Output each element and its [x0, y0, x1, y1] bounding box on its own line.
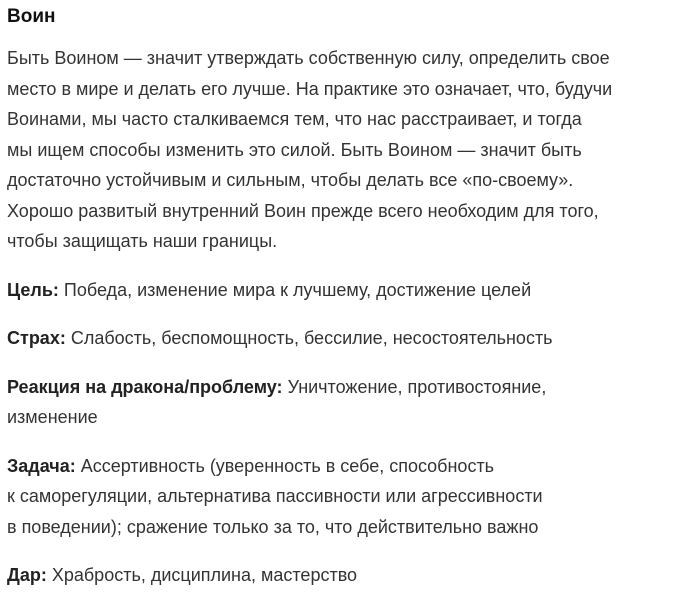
field-gift — [7, 560, 657, 591]
field-task — [7, 451, 657, 543]
article-title: Воин — [7, 6, 56, 27]
field-label: Задача: — [7, 455, 76, 476]
field-value: Уничтожение, противостояние, изменение — [7, 376, 547, 427]
field-label: Цель: — [7, 279, 59, 300]
field-value: Ассертивность (уверенность в себе, способность к саморегуляции, альтернатива пассивности или агрессивности в поведении); сражение только за то, что действительно важно — [7, 455, 543, 537]
field-value: Храбрость, дисциплина, мастерство — [51, 565, 358, 585]
field-label: Дар: — [7, 565, 47, 585]
field-value: Победа, изменение мира к лучшему, достижение целей — [63, 279, 532, 300]
field-value: Слабость, беспомощность, бессилие, несостоятельность — [70, 328, 553, 348]
field-label: Реакция на дракона/проблему: — [7, 376, 283, 397]
field-fear — [7, 323, 657, 354]
field-goal — [7, 275, 657, 306]
intro-paragraph: Быть Воином — значит утверждать собственную силу, определить свое место в мире и делать его лучше. На практике это означает, что, будучи Воинами, мы часто сталкиваемся тем, что нас расстраивает, и тогда мы ищем способы изменить это силой. Быть Воином — значит быть достаточно устойчивым и сильным, чтобы делать все «по-своему». Хорошо развитый внутренний Воин прежде всего необходим для того, чтобы защищать наши границы. — [7, 48, 613, 251]
field-reaction — [7, 372, 657, 433]
field-label: Страх: — [7, 328, 66, 348]
